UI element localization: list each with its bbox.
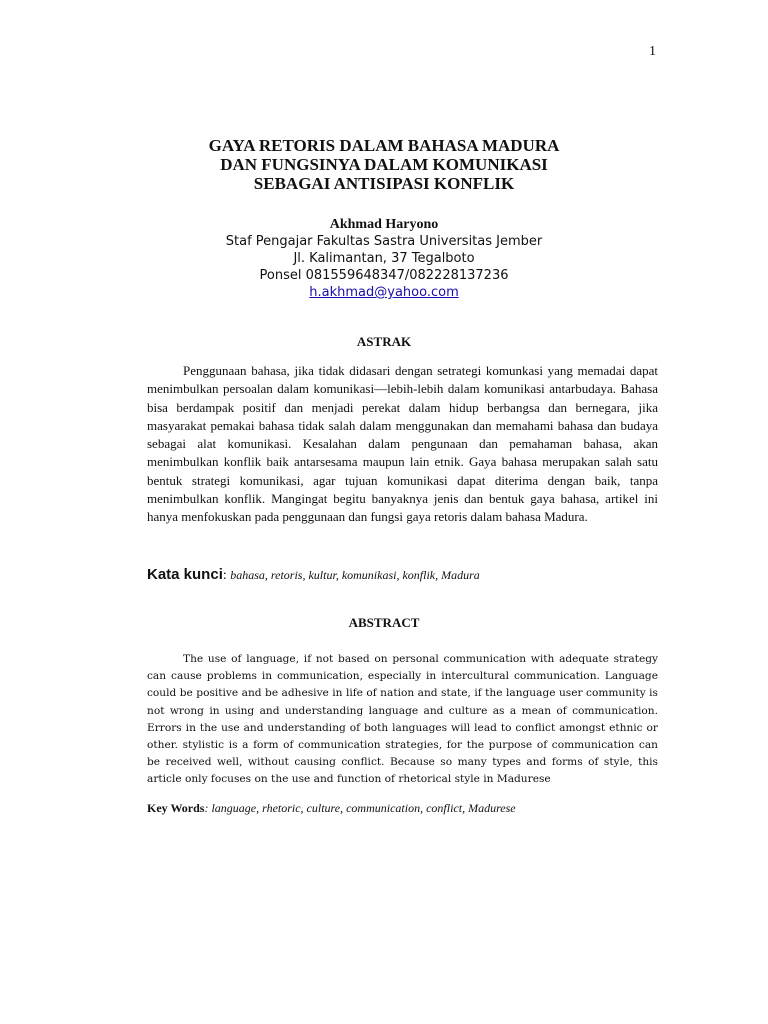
title-line: SEBAGAI ANTISIPASI KONFLIK — [253, 174, 515, 193]
astrak-heading: ASTRAK — [356, 334, 412, 349]
kata-kunci-label: Kata kunci — [147, 566, 223, 583]
author-name: Akhmad Haryono — [329, 217, 439, 232]
author-address: Jl. Kalimantan, 37 Tegalboto — [293, 251, 475, 266]
astrak-paragraph: Penggunaan bahasa, jika tidak didasari dengan setrategi komunkasi yang memadai dapat menimbulkan persoalan dalam komunikasi—lebih-lebih dalam komunikasi antarbudaya. Bahasa bisa berdampak positif dan menjadi perekat dalam hidup berbangsa dan bernegara, jika masyarakat pemakai bahasa tidak salah dalam menggunakan dan memahami bahasa dan budaya sebagai alat komunikasi. Kesalahan dalam pengunaan dan pemahaman bahasa, akan menimbulkan konflik baik antarsesama maupun lain etnik. Gaya bahasa merupakan salah satu bentuk strategi komunikasi, agar tujuan komunikasi dapat diterima dengan baik, tanpa menimbulkan konflik. Mangingat begitu banyaknya jenis dan bentuk gaya bahasa, artikel ini hanya menfokuskan pada penggunaan dan fungsi gaya retoris dalam bahasa Madura. — [147, 363, 658, 525]
abstract-body — [147, 651, 658, 789]
key-words-list: : language, rhetoric, culture, communication, conflict, Madurese — [204, 801, 516, 815]
kata-kunci-separator: : — [222, 568, 231, 583]
page-number: 1 — [649, 44, 656, 59]
paper-title — [0, 136, 768, 193]
abstract-paragraph: The use of language, if not based on personal communication with adequate strategy can cause problems in communication, especially in intercultural communication. Language could be positive and be adhesive in life of nation and state, if the language user community is not wrong in using and understanding language and culture as a mean of communication. Errors in the use and understanding of both languages will lead to conflict amongst ethnic or other. stylistic is a form of communication strategies, for the purpose of communication can be received well, without causing conflict. Because so many types and forms of style, this article only focuses on the use and function of rhetorical style in Madurese — [147, 653, 658, 786]
key-words — [147, 801, 667, 816]
title-line: GAYA RETORIS DALAM BAHASA MADURA — [208, 136, 560, 155]
kata-kunci — [147, 566, 667, 584]
kata-kunci-words: bahasa, retoris, kultur, komunikasi, konflik, Madura — [230, 568, 480, 582]
author-block — [0, 216, 768, 301]
author-phone: Ponsel 081559648347/082228137236 — [259, 268, 509, 283]
author-email-link[interactable]: h.akhmad@yahoo.com — [309, 285, 459, 300]
author-affiliation: Staf Pengajar Fakultas Sastra Universitas Jember — [225, 234, 543, 249]
abstract-heading: ABSTRACT — [348, 615, 420, 630]
astrak-body — [147, 362, 658, 527]
key-words-label: Key Words — [147, 801, 205, 815]
title-line: DAN FUNGSINYA DALAM KOMUNIKASI — [220, 155, 548, 174]
